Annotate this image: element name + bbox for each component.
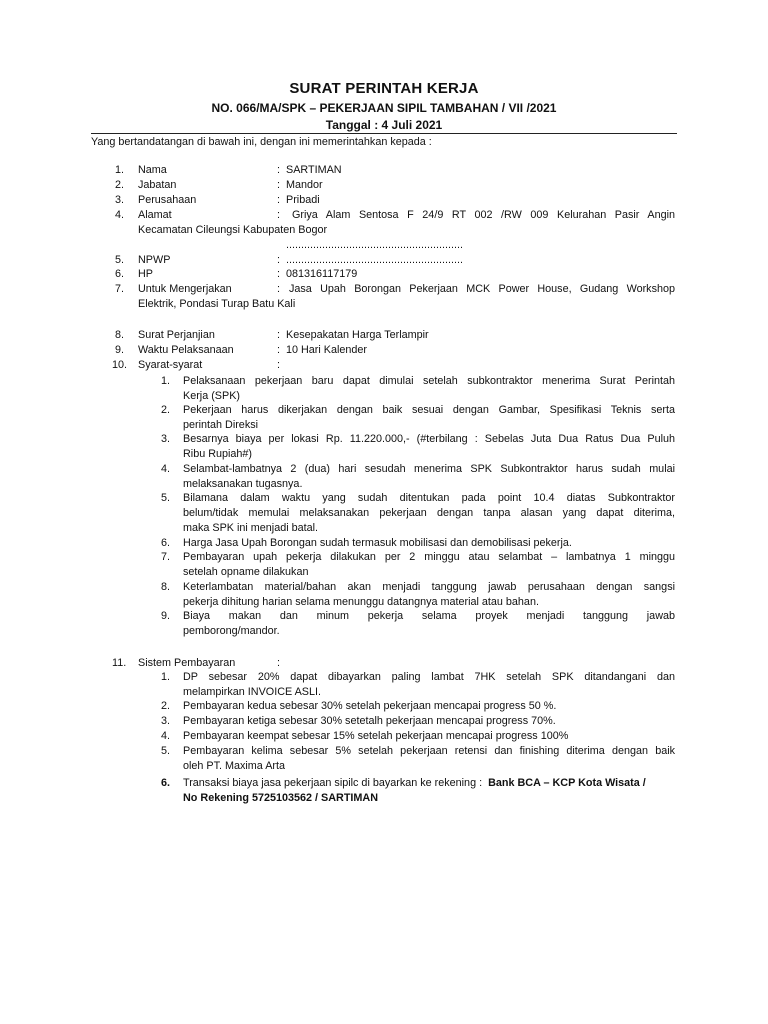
field-alamat-dots: ........................................................... <box>286 239 463 251</box>
field-colon: : <box>277 179 280 191</box>
field-value: 081316117179 <box>286 268 358 280</box>
list-item-line: maka SPK ini menjadi batal. <box>183 522 319 534</box>
list-item-line: Selambat-lambatnya 2 (dua) hari sesudah menerima SPK Subkontraktor harus sudah mulai <box>183 463 675 475</box>
list-item-line: Ribu Rupiah#) <box>183 448 253 460</box>
list-item-number: 5. <box>161 492 171 504</box>
list-item-text <box>183 777 646 789</box>
field-number: 11. <box>112 657 127 669</box>
field-number: 8. <box>115 329 125 341</box>
field-number: 2. <box>115 179 125 191</box>
field-value: 10 Hari Kalender <box>286 344 368 356</box>
field-label: NPWP <box>138 254 171 266</box>
list-item-number: 3. <box>161 715 171 727</box>
list-item-line: Keterlambatan material/bahan akan menjadi tanggung jawab perusahaan dengan sangsi <box>183 581 675 593</box>
field-colon: : <box>277 254 280 266</box>
list-item-line: Kerja (SPK) <box>183 390 240 402</box>
list-item-number: 9. <box>161 610 171 622</box>
field-colon: : <box>277 344 280 356</box>
list-item-line: Harga Jasa Upah Borongan sudah termasuk mobilisasi dan demobilisasi pekerja. <box>183 537 572 549</box>
field-number: 6. <box>115 268 125 280</box>
field-number: 1. <box>115 164 125 176</box>
field-label: Syarat-syarat <box>138 359 203 371</box>
list-item-line: belum/tidak memulai melaksanakan pekerjaan dengan tanpa alasan yang dapat diterima, <box>183 507 675 519</box>
field-value: SARTIMAN <box>286 164 342 176</box>
list-item-number: 6. <box>161 777 171 789</box>
list-item-number: 2. <box>161 700 171 712</box>
field-label: Untuk Mengerjakan <box>138 283 232 295</box>
field-pekerjaan-continued: Elektrik, Pondasi Turap Batu Kali <box>138 298 296 310</box>
list-item-line: Pembayaran upah pekerja dilakukan per 2 minggu atau selambat – lambatnya 1 minggu <box>183 551 675 563</box>
list-item-line: oleh PT. Maxima Arta <box>183 760 286 772</box>
list-item-line: Pembayaran kedua sebesar 30% setelah pekerjaan mencapai progress 50 %. <box>183 700 557 712</box>
field-number: 10. <box>112 359 128 371</box>
field-colon: : <box>277 194 280 206</box>
list-item-line: DP sebesar 20% dapat dibayarkan paling lambat 7HK setelah SPK ditandangani dan <box>183 671 675 683</box>
field-colon: : <box>277 268 280 280</box>
list-item-number: 1. <box>161 375 171 387</box>
list-item-line: Pembayaran ketiga sebesar 30% setetalh pekerjaan mencapai progress 70%. <box>183 715 556 727</box>
list-item-number: 7. <box>161 551 171 563</box>
list-item-number: 8. <box>161 581 171 593</box>
field-number: 7. <box>115 283 125 295</box>
list-item-line: Pekerjaan harus dikerjakan dengan baik sesuai dengan Gambar, Spesifikasi Teknis serta <box>183 404 675 416</box>
field-value: Kesepakatan Harga Terlampir <box>286 329 429 341</box>
header-divider <box>91 133 677 134</box>
list-item-number: 6. <box>161 537 171 549</box>
rekening-number: No Rekening 5725103562 / SARTIMAN <box>183 792 379 804</box>
list-item-number: 4. <box>161 730 171 742</box>
field-colon: : <box>277 164 280 176</box>
list-item-number: 2. <box>161 404 171 416</box>
field-number: 4. <box>115 209 125 221</box>
field-value: Mandor <box>286 179 323 191</box>
intro-text: Yang bertandatangan di bawah ini, dengan ini memerintahkan kepada : <box>91 136 432 148</box>
field-number: 3. <box>115 194 125 206</box>
field-number: 9. <box>115 344 125 356</box>
field-number: 5. <box>115 254 125 266</box>
list-item-line: perintah Direksi <box>183 419 259 431</box>
list-item-line: Biaya makan dan minum pekerja selama proyek menjadi tanggung jawab <box>183 610 675 622</box>
list-item-number: 4. <box>161 463 171 475</box>
field-value: ........................................................... <box>286 254 463 266</box>
field-colon: : <box>277 283 280 295</box>
list-item-line: Pelaksanaan pekerjaan baru dapat dimulai setelah subkontraktor menerima Surat Perintah <box>183 375 675 387</box>
list-item-line: Besarnya biaya per lokasi Rp. 11.220.000,- (#terbilang : Sebelas Juta Dua Ratus Dua Puluh <box>183 433 675 445</box>
list-item-number: 3. <box>161 433 171 445</box>
field-colon: : <box>277 657 280 669</box>
list-item-line: melaksanakan tugasnya. <box>183 478 303 490</box>
list-item-line: pekerja dihitung harian selama menunggu datangnya material atau bahan. <box>183 596 539 608</box>
document-title: SURAT PERINTAH KERJA <box>289 80 479 97</box>
field-colon: : <box>277 359 280 371</box>
list-item-line: Bilamana dalam waktu yang sudah ditentukan pada point 10.4 diatas Subkontraktor <box>183 492 675 504</box>
field-colon: : <box>277 209 280 221</box>
field-label: Surat Perjanjian <box>138 329 215 341</box>
list-item-line: Pembayaran kelima sebesar 5% setelah pekerjaan retensi dan finishing diterima dengan baik <box>183 745 675 757</box>
document-number: NO. 066/MA/SPK – PEKERJAAN SIPIL TAMBAHAN / VII /2021 <box>211 101 557 115</box>
list-item-line: setelah opname dilakukan <box>183 566 309 578</box>
rekening-bank: Bank BCA – KCP Kota Wisata / <box>488 777 646 789</box>
field-value: Jasa Upah Borongan Pekerjaan MCK Power House, Gudang Workshop <box>289 283 675 295</box>
field-label: Nama <box>138 164 167 176</box>
field-label: Perusahaan <box>138 194 197 206</box>
list-item-number: 1. <box>161 671 171 683</box>
list-item-line: pemborong/mandor. <box>183 625 280 637</box>
list-item-line: melampirkan INVOICE ASLI. <box>183 686 322 698</box>
field-alamat-continued: Kecamatan Cileungsi Kabupaten Bogor <box>138 224 328 236</box>
document-date: Tanggal : 4 Juli 2021 <box>325 118 443 132</box>
field-label: HP <box>138 268 153 280</box>
list-item-number: 5. <box>161 745 171 757</box>
list-item-line: Pembayaran keempat sebesar 15% setelah pekerjaan mencapai progress 100% <box>183 730 569 742</box>
field-label: Waktu Pelaksanaan <box>138 344 234 356</box>
field-label: Sistem Pembayaran <box>138 657 236 669</box>
field-value: Griya Alam Sentosa F 24/9 RT 002 /RW 009 Kelurahan Pasir Angin <box>292 209 675 221</box>
field-colon: : <box>277 329 280 341</box>
rekening-intro: Transaksi biaya jasa pekerjaan sipilc di bayarkan ke rekening : <box>183 777 483 789</box>
field-label: Alamat <box>138 209 172 221</box>
field-label: Jabatan <box>138 179 177 191</box>
field-value: Pribadi <box>286 194 320 206</box>
